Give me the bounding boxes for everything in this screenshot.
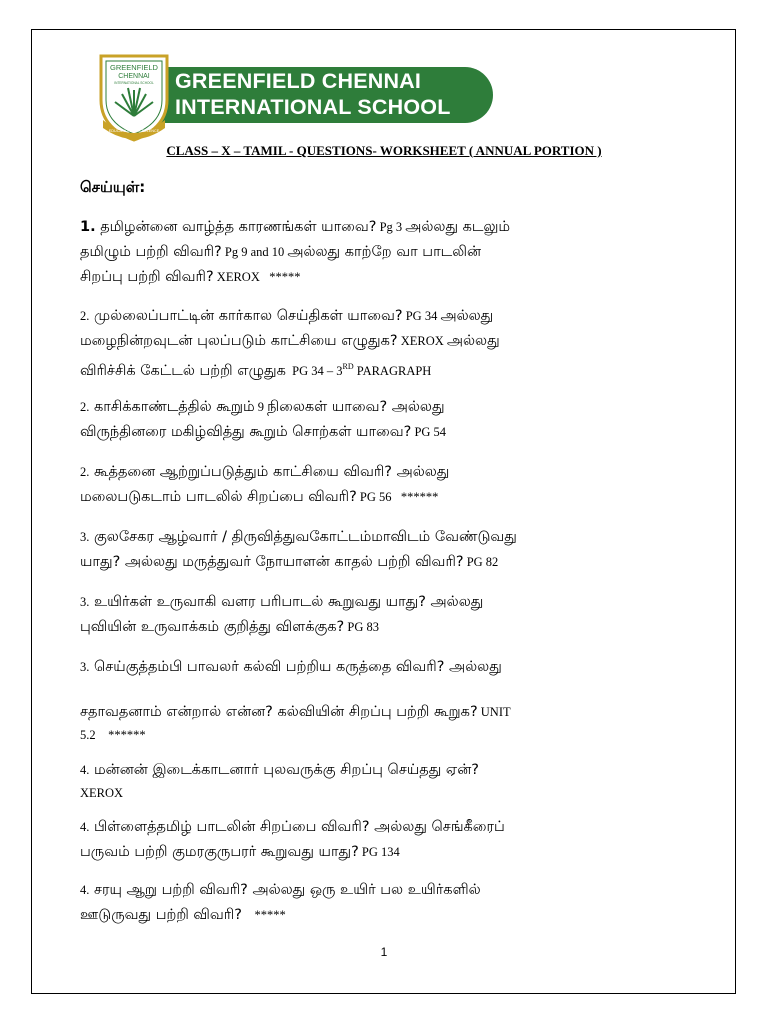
question-number: 4. [80,820,90,834]
q-ref: PG 134 [358,845,400,859]
question-5 [80,525,700,575]
worksheet-title: CLASS – X – TAMIL - QUESTIONS- WORKSHEET ( ANNUAL PORTION ) [166,143,602,158]
q-text: சதாவதனாம் என்றால் என்ன? கல்வியின் சிறப்பு பற்றி கூறுக? [80,704,478,720]
q-ref: PG 83 [344,620,379,634]
q-text: முல்லைப்பாட்டின் கார்கால செய்திகள் யாவை? [93,308,403,324]
question-8 [80,758,700,803]
emblem-text-mid: CHENNAI [118,73,150,80]
q-ref: PG 54 [411,425,447,439]
q-ref: Pg 3 [376,220,406,234]
question-number: 2. [80,400,90,414]
q-text: சிறப்பு பற்றி விவரி? [80,269,214,285]
q-ref: ***** [241,908,286,922]
q-ref: 9 [254,400,268,414]
q-text: தமிழன்னை வாழ்த்த காரணங்கள் யாவை? [100,219,377,235]
question-1 [80,215,700,290]
question-10 [80,878,700,928]
q-text: மன்னன் இடைக்காடனார் புலவருக்கு சிறப்பு செய்தது ஏன்? [89,762,479,778]
q-text: பருவம் பற்றி குமரகுருபரர் கூறுவது யாது? [80,844,359,860]
q-text: நிலைகள் யாவை? அல்லது [267,399,445,415]
q-text: மலைபடுகடாம் பாடலில் சிறப்பை விவரி? [80,489,357,505]
q-text: புவியின் உருவாக்கம் குறித்து விளக்குக? [80,619,345,635]
q-ref: XEROX ***** [213,270,301,284]
q-ref: Pg 9 and 10 [221,245,288,259]
q-text: பிள்ளைத்தமிழ் பாடலின் சிறப்பை விவரி? அல்லது செங்கீரைப் [93,819,505,835]
q-text: செய்குத்தம்பி பாவலர் கல்வி பற்றிய கருத்தை விவரி? அல்லது [93,659,502,675]
q-text: விருந்தினரை மகிழ்வித்து கூறும் சொற்கள் யாவை? [80,424,412,440]
school-logo [95,50,495,142]
page-number: 1 [380,945,388,959]
school-name-line1: GREENFIELD CHENNAI [175,69,422,93]
q-ref: 5.2 ****** [80,728,146,742]
emblem-text-top: GREENFIELD [110,63,158,72]
school-name [175,68,451,120]
question-7-continued [80,700,700,745]
q-text: காசிக்காண்டத்தில் கூறும் [93,399,255,415]
question-4 [80,460,700,510]
q-text: ஊடுருவது பற்றி விவரி? [80,907,242,923]
q-text: யாது? அல்லது மருத்துவர் நோயாளன் காதல் பற்றி விவரி? [80,554,464,570]
q-text: உயிர்கள் உருவாகி வளர பரிபாடல் கூறுவது யாது? அல்லது [93,594,484,610]
question-number: 4. [80,883,90,897]
q-ref: PARAGRAPH [353,363,432,378]
question-number: 3. [80,595,90,609]
question-number: 3. [80,530,90,544]
section-heading: செய்யுள்: [80,178,146,196]
q-text: மழைநின்றவுடன் புலப்படும் காட்சியை எழுதுக? [80,333,398,349]
q-ref: PG 82 [463,555,499,569]
question-number: 4. [80,763,90,777]
q-ref: XEROX [80,786,124,800]
question-7 [80,655,700,680]
emblem-icon [95,50,173,142]
q-text: அல்லது காற்றே வா பாடலின் [287,244,482,260]
q-text: சரயு ஆறு பற்றி விவரி? அல்லது ஒரு உயிர் பல உயிர்களில் [93,882,481,898]
question-3 [80,395,700,445]
q-ref: PG 34 [402,309,441,323]
emblem-text-small: INTERNATIONAL SCHOOL [114,81,154,85]
question-number: 2. [80,309,90,323]
q-text: அல்லது கடலும் [405,219,511,235]
question-number: 3. [80,660,90,674]
school-name-line2: INTERNATIONAL SCHOOL [175,95,451,119]
q-ref: UNIT [477,705,511,719]
question-9 [80,815,700,865]
question-number: 1. [80,219,96,235]
question-2 [80,304,700,384]
question-6 [80,590,700,640]
q-ref: PG 56 ****** [356,490,439,504]
emblem-ribbon: EDUCATION · EXCELLENCE [108,129,160,133]
q-ref: XEROX [397,334,447,348]
q-text: அல்லது [440,308,494,324]
q-ref-sup: RD [342,362,354,371]
q-text: அல்லது [446,333,500,349]
q-ref: PG 34 – 3 [285,363,343,378]
q-text: குலசேகர ஆழ்வார் / திருவித்துவகோட்டம்மாவிடம் வேண்டுவது [93,529,517,545]
q-text: கூத்தனை ஆற்றுப்படுத்தும் காட்சியை விவரி? அல்லது [93,464,450,480]
question-number: 2. [80,465,90,479]
q-text: தமிழும் பற்றி விவரி? [80,244,222,260]
q-text: விரிச்சிக் கேட்டல் பற்றி எழுதுக [80,362,286,379]
